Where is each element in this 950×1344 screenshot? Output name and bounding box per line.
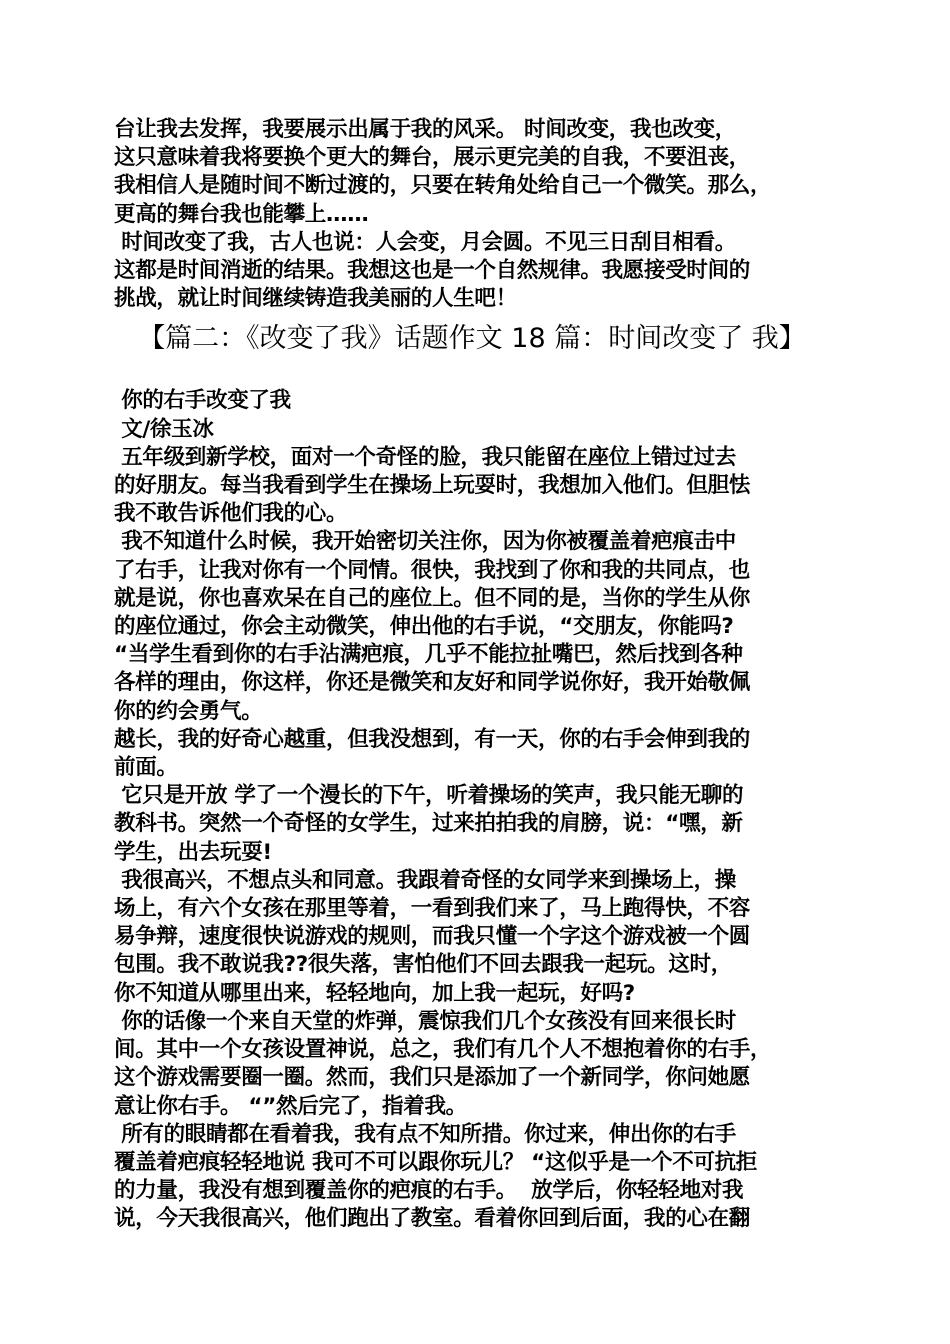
paragraph-body-2: 我不知道什么时候，我开始密切关注你，因为你被覆盖着疤痕击中 了右手，让我对你有一个同情。很快，我找到了你和我的共同点，也 就是说，你也喜欢呆在自己的座位上。但不同的是，当你的学生从你 的座位通过，你会主动微笑，伸出他的右手说，“交朋友，你能吗? “当学生看到你的右手沾满疤痕，几乎不能拉扯嘴巴，然后找到各种 各样的理由，你这样，你还是微笑和友好和同学说你好，我开始敬佩 你的约会勇气。 xyxy=(114,529,751,724)
paragraph-body-6: 你的话像一个来自天堂的炸弹，震惊我们几个女孩没有回来很长时 间。其中一个女孩设置神说，总之，我们有几个人不想抱着你的右手， 这个游戏需要圈一圈。然而，我们只是添加了一个新同学，你问她愿 意让你右手。 “”然后完了，指着我。 xyxy=(114,1008,772,1119)
paragraph-body-5: 我很高兴，不想点头和同意。我跟着奇怪的女同学来到操场上，操 场上，有六个女孩在那里等着，一看到我们来了，马上跑得快，不容 易争辩，速度很快说游戏的规则，而我只懂一个字这个游戏被一个圆 包围。我不敢说我??很失落，害怕他们不回去跟我一起玩。这时， 你不知道从哪里出来，轻轻地向，加上我一起玩，好吗? xyxy=(114,867,751,1006)
spacer xyxy=(114,357,850,387)
paragraph-body-7: 所有的眼睛都在看着我，我有点不知所措。你过来，伸出你的右手 覆盖着疤痕轻轻地说 我可不可以跟你玩儿？ “这似乎是一个不可抗拒 的力量，我没有想到覆盖你的疤痕的右手。 放学后，你轻轻地对我 说，今天我很高兴，他们跑出了教室。看着你回到后面，我的心在翻 xyxy=(114,1121,758,1232)
document-page xyxy=(114,116,850,1234)
essay-author: 文/徐玉冰 xyxy=(114,416,214,442)
essay-title: 你的右手改变了我 xyxy=(114,388,291,414)
paragraph-top-2: 时间改变了我，古人也说：人会变，月会圆。不见三日刮目相看。 这都是时间消逝的结果。我想这也是一个自然规律。我愿接受时间的 挑战，就让时间继续铸造我美丽的人生吧！ xyxy=(114,229,751,312)
section-heading: 【篇二：《改变了我》话题作文 18 篇：时间改变了 我】 xyxy=(138,323,806,355)
paragraph-body-4: 它只是开放 学了一个漫长的下午，听着操场的笑声，我只能无聊的 教科书。突然一个奇怪的女学生，过来拍拍我的肩膀，说：“嘿，新 学生，出去玩耍! xyxy=(114,783,744,865)
paragraph-body-1: 五年级到新学校，面对一个奇怪的脸，我只能留在座位上错过过去 的好朋友。每当我看到学生在操场上玩耍时，我想加入他们。但胆怯 我不敢告诉他们我的心。 xyxy=(114,444,751,527)
paragraph-top-1: 台让我去发挥，我要展示出属于我的风采。 时间改变，我也改变， 这只意味着我将要换个更大的舞台，展示更完美的自我，不要沮丧， 我相信人是随时间不断过渡的，只要在转角处给自己一个微笑。那么， 更高的舞台我也能攀上…… xyxy=(114,117,772,227)
paragraph-body-3: 越长，我的好奇心越重，但我没想到，有一天，你的右手会伸到我的 前面。 xyxy=(114,726,751,781)
